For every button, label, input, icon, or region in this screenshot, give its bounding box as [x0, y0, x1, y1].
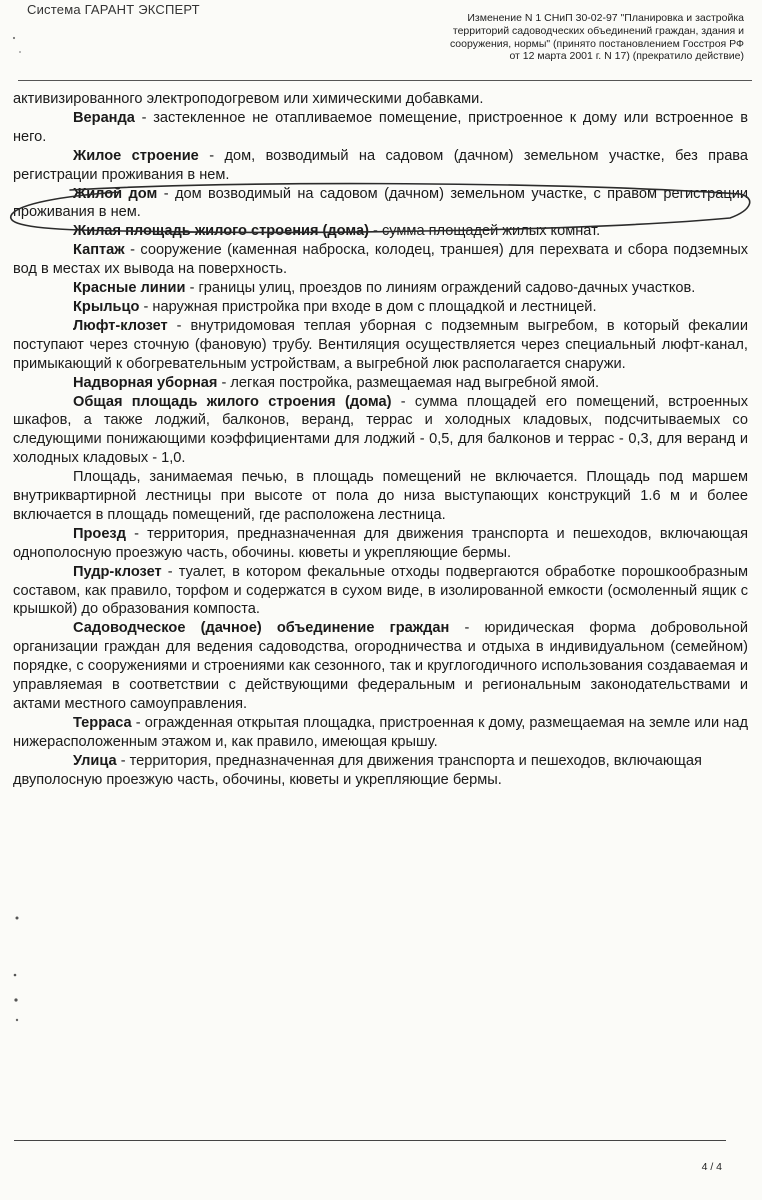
term: Каптаж [73, 242, 125, 259]
definition-text: - сооружение (каменная наброска, колодец, траншея) для перехвата и сбора подземных вод в местах их вывода на поверхность. [13, 242, 748, 278]
term: Проезд [73, 525, 126, 542]
doc-title-line: территорий садоводческих объединений граждан, здания и [452, 24, 744, 37]
definition-text: - сумма площадей жилых комнат. [368, 223, 601, 240]
definition-text: - застекленное не отапливаемое помещение, пристроенное к дому или встроенное в него. [13, 109, 748, 145]
definition-text: - границы улиц, проездов по линиям ограждений садово-дачных участков. [185, 280, 696, 297]
definition-ulitsa [13, 752, 748, 790]
document-body [13, 90, 748, 790]
footer-divider [14, 1140, 726, 1141]
definition-text: Площадь, занимаемая печью, в площадь помещений не включается. Площадь под маршем внутриквартирной лестницы при высоте от пола до низа выступающих конструкций 1.6 м и более включается в площадь помещений, где расположена лестница. [13, 469, 748, 523]
definition-pudr-klozet [13, 563, 748, 620]
definition-text: - юридическая форма добровольной организации граждан для ведения садоводства, огородничества и отдыха в индивидуальном (семейном) порядке, с сооружениями и строениями как сезонного, так и круглогодичного использования создаваемая и управляемая в соответствии с действующими федеральным и региональным законодательствами и актами местного самоуправления. [13, 620, 748, 712]
term: Красные линии [73, 280, 186, 297]
definition-text: - легкая постройка, размещаемая над выгребной ямой. [217, 374, 600, 391]
term: Крыльцо [73, 298, 140, 315]
term: Пудр-клозет [73, 563, 162, 580]
doc-title-line: сооружения, нормы" (принято постановлением Госстроя РФ [449, 37, 744, 50]
definition-note-ploshchad [13, 468, 748, 525]
document-title [392, 12, 744, 63]
definition-sadovodcheskoe-obedinenie [13, 619, 748, 714]
page-number: 4 / 4 [701, 1161, 722, 1173]
term: Жилое строение [73, 147, 199, 164]
definition-text: - дом возводимый на садовом (дачном) земельном участке, с правом регистрации проживания в нем. [13, 185, 749, 221]
definition-text: - огражденная открытая площадка, пристроенная к дому, размещаемая на земле или над нижерасположенным этажом и, как правило, имеющая крышу. [13, 714, 748, 750]
definition-veranda [13, 109, 748, 147]
term: Общая площадь жилого строения (дома) [73, 393, 392, 410]
definition-zhiloy-dom [13, 185, 748, 223]
definition-text: - территория, предназначенная для движения транспорта и пешеходов, включающая двуполосную проезжую часть, обочины, кюветы и укрепляющие бермы. [13, 752, 702, 788]
doc-title-line: от 12 марта 2001 г. N 17) (прекратило действие) [509, 50, 744, 63]
term: Жилая площадь жилого строения (дома) [73, 223, 369, 240]
definition-text: - туалет, в котором фекальные отходы подвергаются обработке порошкообразным составом, как правило, торфом и содержатся в сухом виде, в изолированной емкости (осмоленный ящик с крышкой) до образования компоста. [13, 563, 748, 618]
definition-nadvornaya-ubornaya [13, 374, 748, 393]
definition-text: активизированного электроподогревом или химическими добавками. [13, 91, 484, 107]
definition-text: - внутридомовая теплая уборная с подземным выгребом, в который фекалии поступают через сточную (фановую) трубу. Вентиляция осуществляется через специальный люфт-канал, примыкающий к обогревательным устройствам, а выгребной люк располагается снаружи. [13, 317, 748, 372]
term: Жилой дом [73, 185, 158, 202]
definition-proezd [13, 525, 748, 563]
definition-zhiloe-stroenie [13, 147, 748, 185]
definition-text: - сумма площадей его помещений, встроенных шкафов, а также лоджий, балконов, веранд, террас и холодных кладовых, подсчитываемых со следующими понижающими коэффициентами для лоджий - 0,5, для балконов и террас - 0,3, для веранд и холодных кладовых - 1,0. [13, 393, 748, 467]
term: Веранда [73, 109, 135, 126]
definition-text: - наружная пристройка при входе в дом с площадкой и лестницей. [139, 298, 597, 315]
system-name: Система ГАРАНТ ЭКСПЕРТ [27, 2, 200, 17]
term: Терраса [73, 714, 132, 731]
definition-text: - территория, предназначенная для движения транспорта и пешеходов, включающая однополосную проезжую часть, обочины. кюветы и укрепляющие бермы. [13, 525, 748, 561]
definition-continuation [13, 90, 748, 109]
definition-obshchaya-ploshchad [13, 393, 748, 469]
definition-lyuft-klozet [13, 317, 748, 374]
term: Надворная уборная [73, 374, 218, 391]
definition-zhilaya-ploshchad [13, 222, 748, 241]
term: Люфт-клозет [73, 317, 168, 334]
definition-krasnye-linii [13, 279, 748, 298]
header-divider [18, 80, 752, 81]
definition-terrasa [13, 714, 748, 752]
doc-title-line: Изменение N 1 СНиП 30-02-97 "Планировка и застройка [467, 12, 744, 24]
term: Садоводческое (дачное) объединение граждан [73, 620, 450, 637]
definition-text: - дом, возводимый на садовом (дачном) земельном участке, без права регистрации проживания в нем. [13, 147, 749, 183]
definition-kryltso [13, 298, 748, 317]
term: Улица [73, 752, 117, 769]
definition-kaptazh [13, 241, 748, 279]
